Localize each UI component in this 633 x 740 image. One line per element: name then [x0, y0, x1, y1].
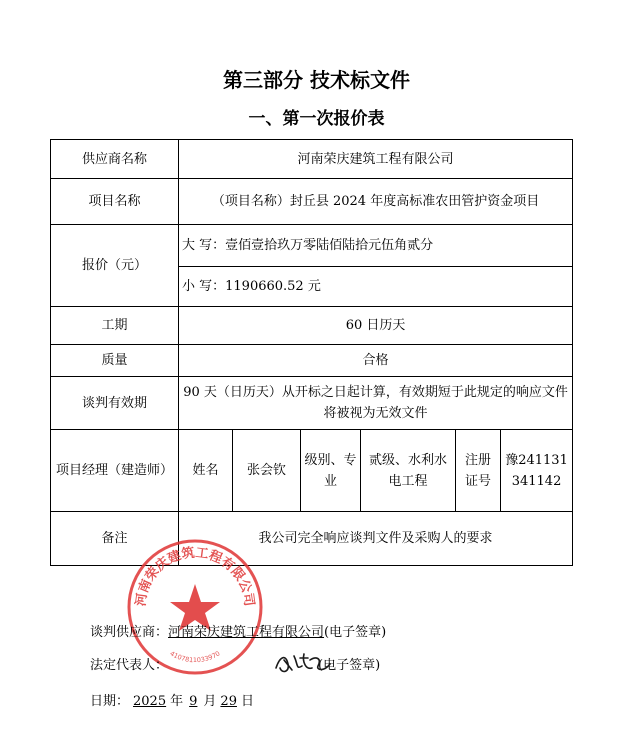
- cert-label: 注册证号: [456, 430, 501, 512]
- table-row: [51, 140, 573, 179]
- date-year-unit: 年: [170, 694, 184, 709]
- date-prefix: 日期：: [90, 694, 130, 709]
- date-month: 9: [189, 694, 198, 709]
- remark-value: 我公司完全响应谈判文件及采购人的要求: [179, 512, 573, 566]
- price-label: 报价（元）: [51, 225, 179, 307]
- duration-label: 工期: [51, 307, 179, 345]
- name-value: 张会钦: [233, 430, 301, 512]
- name-label: 姓名: [179, 430, 233, 512]
- representative-line: [90, 654, 380, 673]
- level-value: 贰级、水利水电工程: [361, 430, 456, 512]
- date-day-unit: 日: [240, 694, 254, 709]
- supplier-sign-line: [90, 621, 386, 640]
- supplier-label: 供应商名称: [51, 140, 179, 179]
- validity-value: 90 天（日历天）从开标之日起计算，有效期短于此规定的响应文件将被视为无效文件: [179, 377, 573, 430]
- table-row: [51, 430, 573, 512]
- price-lower: 小 写：1190660.52 元: [179, 267, 573, 307]
- project-label: 项目名称: [51, 179, 179, 225]
- supplier-sign-prefix: 谈判供应商：: [90, 625, 169, 640]
- date-line: [90, 690, 254, 709]
- table-row: [51, 307, 573, 345]
- date-year: 2025: [133, 694, 167, 709]
- table-row: [51, 377, 573, 430]
- handwritten-signature: [272, 648, 334, 678]
- seal-number: 4107811033970: [168, 649, 222, 665]
- project-value: （项目名称）封丘县 2024 年度高标准农田管护资金项目: [179, 179, 573, 225]
- date-day: 29: [220, 694, 237, 709]
- document-title: 第三部分 技术标文件: [223, 68, 410, 92]
- representative-prefix: 法定代表人：: [90, 658, 169, 673]
- quality-value: 合格: [179, 345, 573, 377]
- table-row: [51, 179, 573, 225]
- quote-table: [50, 139, 573, 566]
- representative-suffix: (电子签章): [318, 658, 381, 673]
- price-upper: 大 写：壹佰壹拾玖万零陆佰陆拾元伍角贰分: [179, 225, 573, 267]
- duration-value: 60 日历天: [179, 307, 573, 345]
- validity-label: 谈判有效期: [51, 377, 179, 430]
- table-row: [51, 225, 573, 267]
- quality-label: 质量: [51, 345, 179, 377]
- seal-text: 河南荣庆建筑工程有限公司: [133, 545, 257, 608]
- date-month-unit: 月: [203, 694, 217, 709]
- supplier-sign-name: 河南荣庆建筑工程有限公司: [168, 625, 325, 640]
- level-label: 级别、专业: [301, 430, 361, 512]
- supplier-value: 河南荣庆建筑工程有限公司: [179, 140, 573, 179]
- document-subtitle: 一、第一次报价表: [248, 109, 385, 129]
- cert-value: 豫241131341142: [501, 430, 573, 512]
- remark-label: 备注: [51, 512, 179, 566]
- supplier-sign-suffix: (电子签章): [324, 625, 387, 640]
- manager-label: 项目经理（建造师）: [51, 430, 179, 512]
- table-row: [51, 345, 573, 377]
